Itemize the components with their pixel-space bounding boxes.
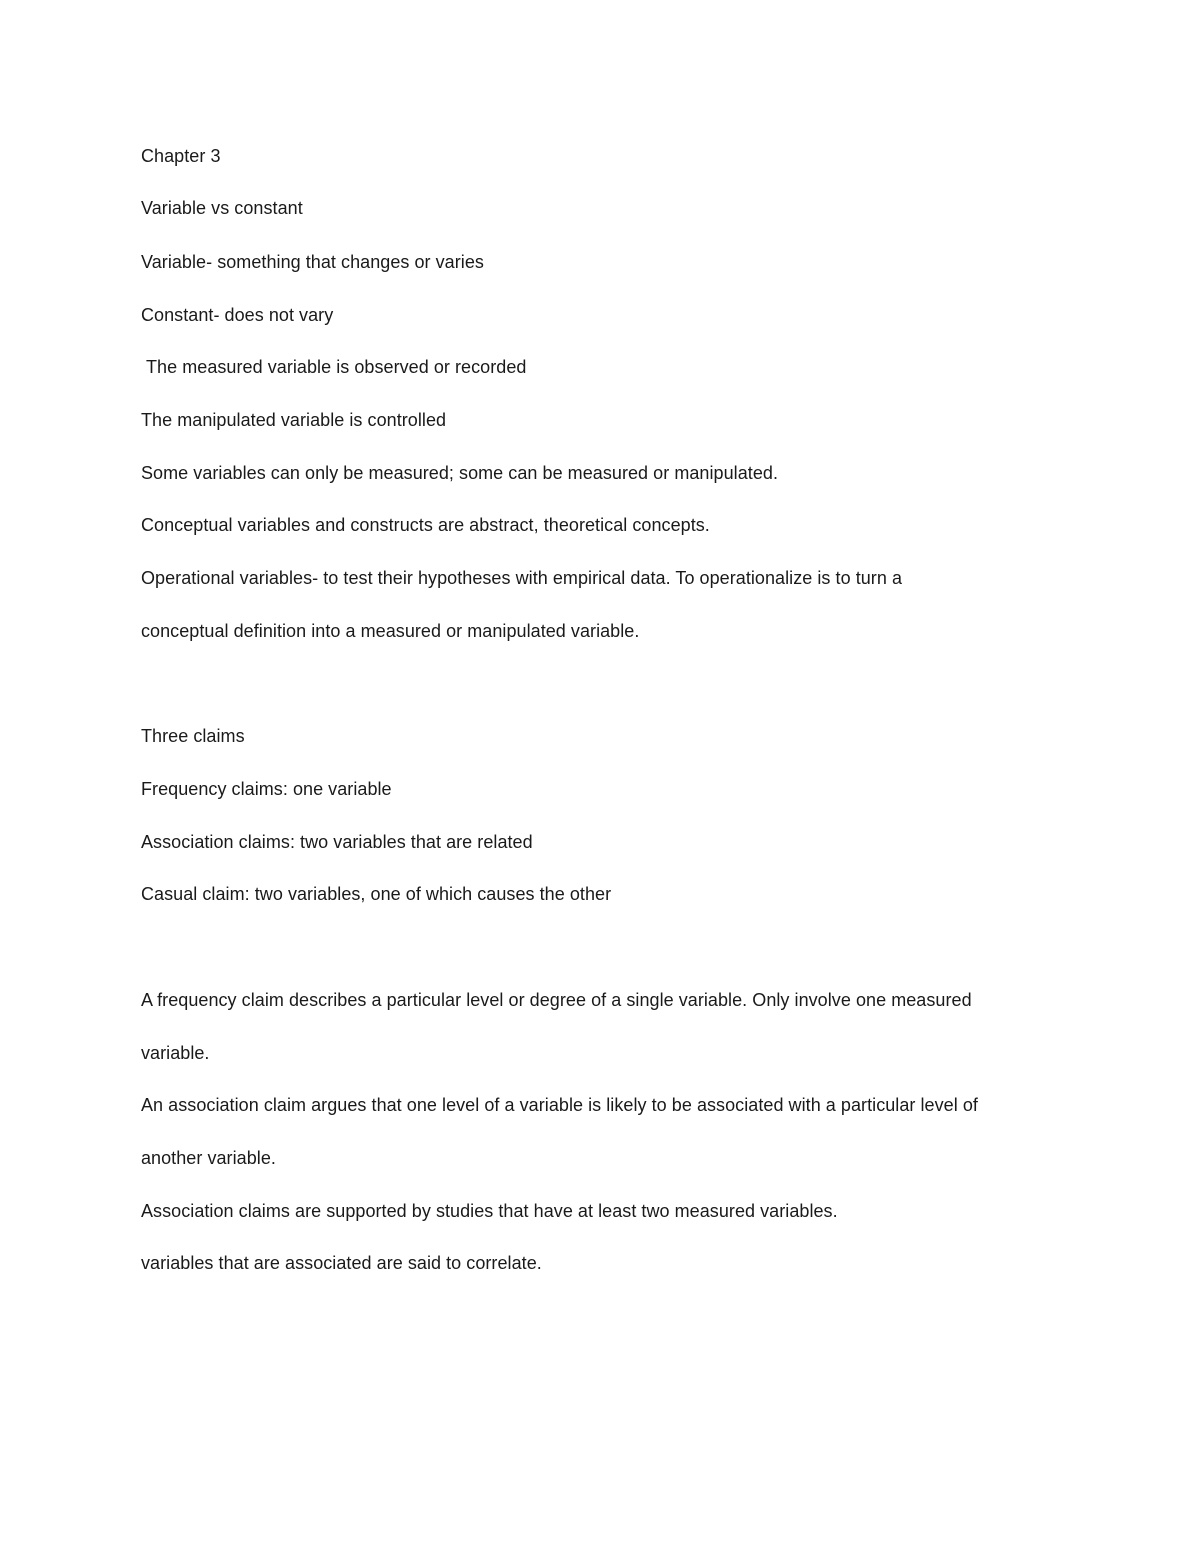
- paragraph-line: variable.: [141, 1043, 210, 1063]
- paragraph-line: variables that are associated are said to correlate.: [141, 1253, 542, 1273]
- paragraph-line: Conceptual variables and constructs are abstract, theoretical concepts.: [141, 515, 710, 535]
- paragraph-line: Casual claim: two variables, one of which causes the other: [141, 884, 612, 904]
- paragraph-line: The manipulated variable is controlled: [141, 410, 447, 430]
- section-heading-variable-vs-constant: Variable vs constant: [141, 198, 303, 218]
- paragraph-line: A frequency claim describes a particular level or degree of a single variable. Only involve one measured: [141, 990, 972, 1010]
- paragraph-line: The measured variable is observed or recorded: [146, 357, 527, 377]
- paragraph-line: Some variables can only be measured; some can be measured or manipulated.: [141, 463, 778, 483]
- paragraph-line: Variable- something that changes or varies: [141, 252, 484, 272]
- paragraph-line: Association claims are supported by studies that have at least two measured variables.: [141, 1201, 838, 1221]
- paragraph-line: conceptual definition into a measured or manipulated variable.: [141, 621, 640, 641]
- paragraph-line: An association claim argues that one level of a variable is likely to be associated with a particular level of: [141, 1095, 978, 1115]
- paragraph-line: another variable.: [141, 1148, 276, 1168]
- paragraph-line: Operational variables- to test their hypotheses with empirical data. To operationalize is to turn a: [141, 568, 903, 588]
- section-heading-three-claims: Three claims: [141, 726, 245, 746]
- paragraph-line: Frequency claims: one variable: [141, 779, 392, 799]
- chapter-title: Chapter 3: [141, 146, 221, 166]
- paragraph-line: Association claims: two variables that are related: [141, 832, 533, 852]
- paragraph-line: Constant- does not vary: [141, 305, 334, 325]
